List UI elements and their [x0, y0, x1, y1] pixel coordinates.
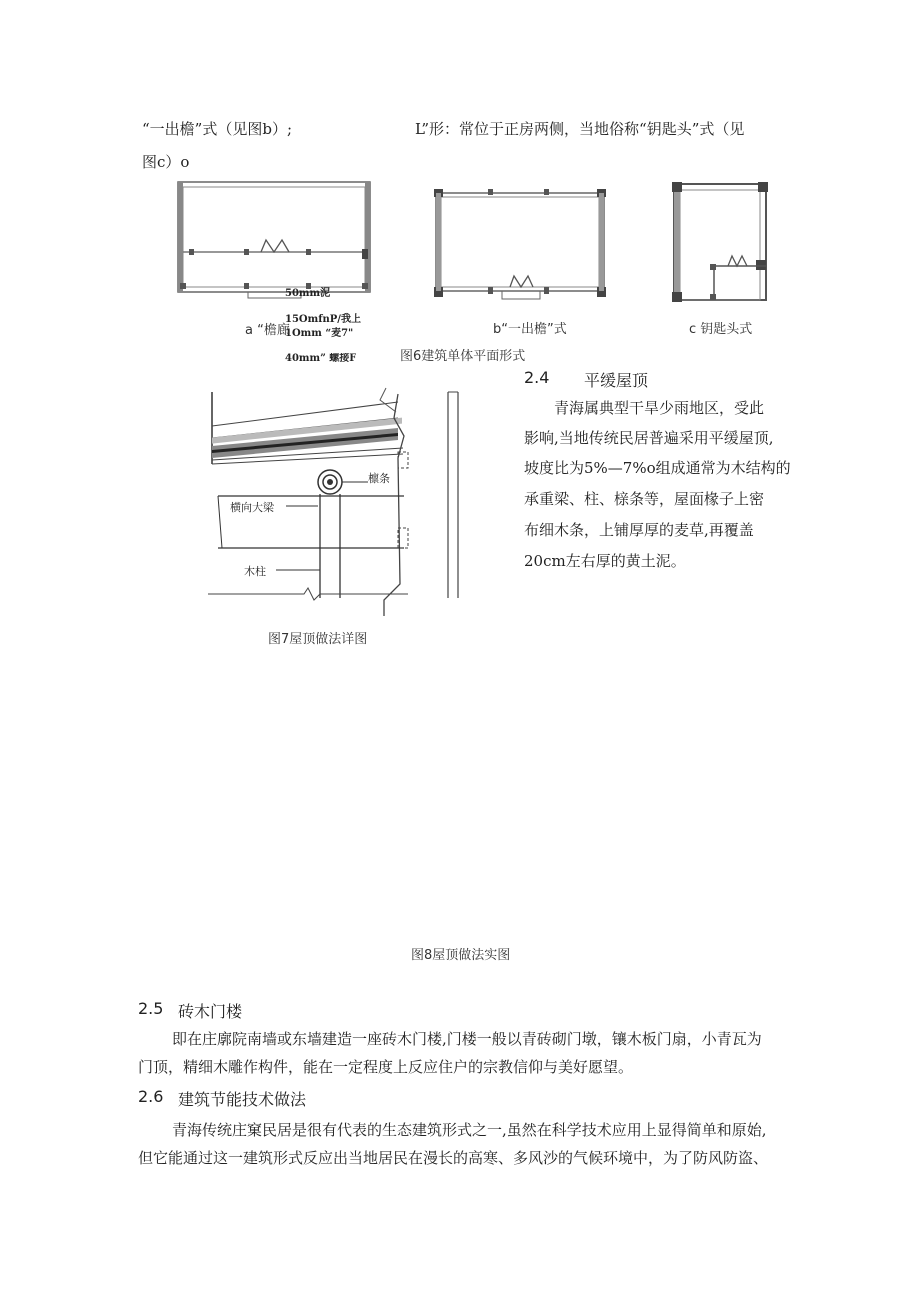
overlay-line-1: 50mm泥 [285, 288, 331, 299]
overlay-line-3: 1Omm “麦7" [285, 328, 354, 339]
overlay-line-2: 15OmfnP/我上 [285, 314, 361, 325]
section-2-4-title: 平缓屋顶 [584, 371, 649, 390]
plan-c-label: c 钥匙头式 [689, 322, 753, 337]
section-2-6-line-1: 青海传统庄窠民居是很有代表的生态建筑形式之一,虽然在科学技术应用上显得简单和原始, [172, 1121, 767, 1139]
section-2-4-line-3: 坡度比为5%—7%o组成通常为木结构的 [524, 459, 791, 477]
plan-b-label: b“一出檐”式 [493, 322, 567, 337]
section-2-4-line-2: 影响,当地传统民居普遍采用平缓屋顶, [524, 429, 774, 447]
figure-6-caption: 图6建筑单体平面形式 [400, 349, 526, 364]
section-2-4-line-4: 承重梁、柱、榇条等，屋面椽子上密 [524, 490, 765, 508]
intro-line1-left: “一出檐”式（见图b）; [142, 120, 292, 138]
section-2-5-line-1: 即在庄廓院南墙或东墙建造一座砖木门楼,门楼一般以青砖砌门墩，镶木板门扇，小青瓦为 [172, 1030, 762, 1048]
figure-8-caption: 图8屋顶做法实图 [411, 948, 511, 963]
section-2-4-line-1: 青海属典型干旱少雨地区，受此 [554, 399, 765, 417]
label-beam: 横向大梁 [230, 501, 274, 514]
section-2-4-line-5: 布细木条，上铺厚厚的麦草,再覆盖 [524, 521, 754, 539]
plan-a-label: a “檐廊 [245, 323, 290, 338]
intro-line1-right: L”形：常位于正房两侧，当地俗称“钥匙头”式（见 [415, 120, 745, 138]
intro-line2: 图c）o [142, 153, 190, 171]
label-column: 木柱 [244, 565, 266, 578]
section-2-4-line-6: 20cm左右厚的黄土泥。 [524, 552, 686, 570]
section-2-5-title: 砖木门楼 [178, 1002, 243, 1021]
section-2-5-line-2: 门顶，精细木雕作构件，能在一定程度上反应住户的宗教信仰与美好愿望。 [138, 1058, 634, 1076]
plan-b-drawing [432, 183, 608, 303]
section-2-6-number: 2.6 [138, 1087, 164, 1106]
section-2-6-title: 建筑节能技术做法 [178, 1090, 307, 1109]
section-2-4-number: 2.4 [524, 368, 550, 387]
plan-a-drawing [176, 180, 376, 304]
figure-7-caption: 图7屋顶做法详图 [268, 632, 368, 647]
section-2-5-number: 2.5 [138, 999, 164, 1018]
section-2-6-line-2: 但它能通过这一建筑形式反应出当地居民在漫长的高寒、多风沙的气候环境中，为了防风防盗、 [138, 1149, 769, 1167]
overlay-line-4: 40mm” 螺接F [285, 353, 357, 362]
label-purlin: 檩条 [368, 472, 390, 485]
plan-c-drawing [670, 180, 770, 308]
